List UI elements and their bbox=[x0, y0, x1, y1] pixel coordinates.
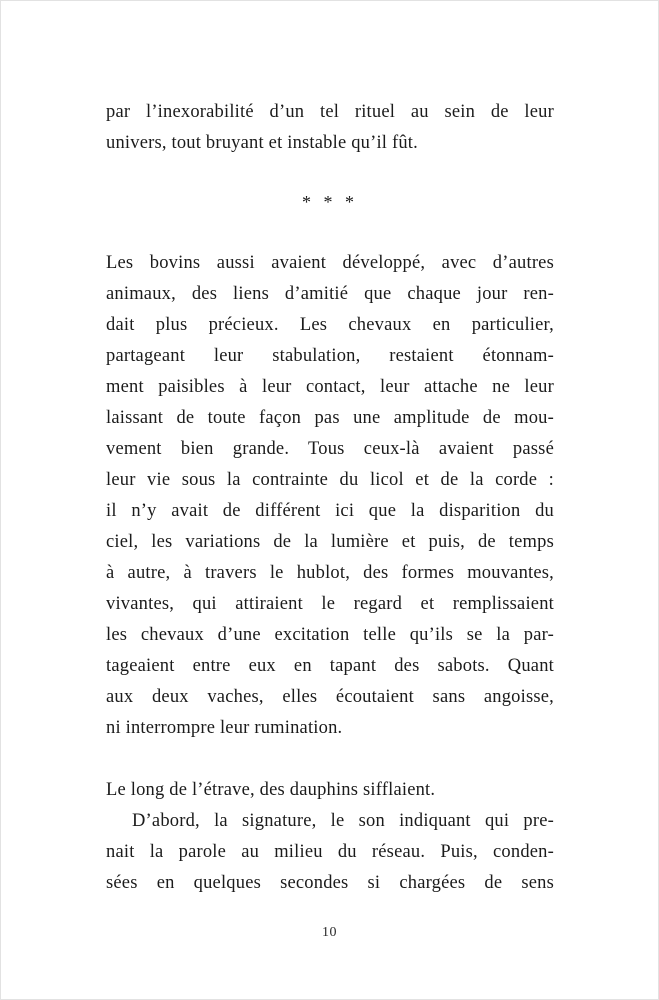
text-line: D’abord, la signature, le son indiquant qui pre- bbox=[132, 811, 554, 831]
text-block bbox=[106, 97, 554, 899]
text-line: Les bovins aussi avaient développé, avec d’autres bbox=[106, 253, 554, 273]
paragraph bbox=[106, 97, 554, 159]
page-number: 10 bbox=[322, 925, 337, 940]
text-line: nait la parole au milieu du réseau. Puis, conden- bbox=[106, 842, 554, 862]
text-line: leur vie sous la contrainte du licol et de la corde : bbox=[106, 470, 554, 490]
text-line: vivantes, qui attiraient le regard et remplissaient bbox=[106, 594, 554, 614]
text-line: Le long de l’étrave, des dauphins sifflaient. bbox=[106, 780, 436, 800]
text-line: dait plus précieux. Les chevaux en particulier, bbox=[106, 315, 554, 335]
paragraph bbox=[106, 775, 554, 806]
paragraph bbox=[106, 806, 554, 899]
text-line: partageant leur stabulation, restaient étonnam- bbox=[106, 346, 554, 366]
text-line: par l’inexorabilité d’un tel rituel au sein de leur bbox=[106, 102, 554, 122]
text-line: laissant de toute façon pas une amplitude de mou- bbox=[106, 408, 554, 428]
text-line: vement bien grande. Tous ceux-là avaient passé bbox=[106, 439, 554, 459]
text-line: il n’y avait de différent ici que la disparition du bbox=[106, 501, 554, 521]
text-line: tageaient entre eux en tapant des sabots. Quant bbox=[106, 656, 554, 676]
text-line: les chevaux d’une excitation telle qu’ils se la par- bbox=[106, 625, 554, 645]
text-line: à autre, à travers le hublot, des formes mouvantes, bbox=[106, 563, 554, 583]
section-break: * * * bbox=[302, 192, 358, 212]
text-line: univers, tout bruyant et instable qu’il fût. bbox=[106, 133, 418, 153]
text-line: ciel, les variations de la lumière et puis, de temps bbox=[106, 532, 554, 552]
text-line: animaux, des liens d’amitié que chaque jour ren- bbox=[106, 284, 554, 304]
text-line: aux deux vaches, elles écoutaient sans angoisse, bbox=[106, 687, 554, 707]
text-line: ni interrompre leur rumination. bbox=[106, 718, 343, 738]
text-line: ment paisibles à leur contact, leur attache ne leur bbox=[106, 377, 554, 397]
paragraph bbox=[106, 248, 554, 744]
text-line: sées en quelques secondes si chargées de sens bbox=[106, 873, 554, 893]
